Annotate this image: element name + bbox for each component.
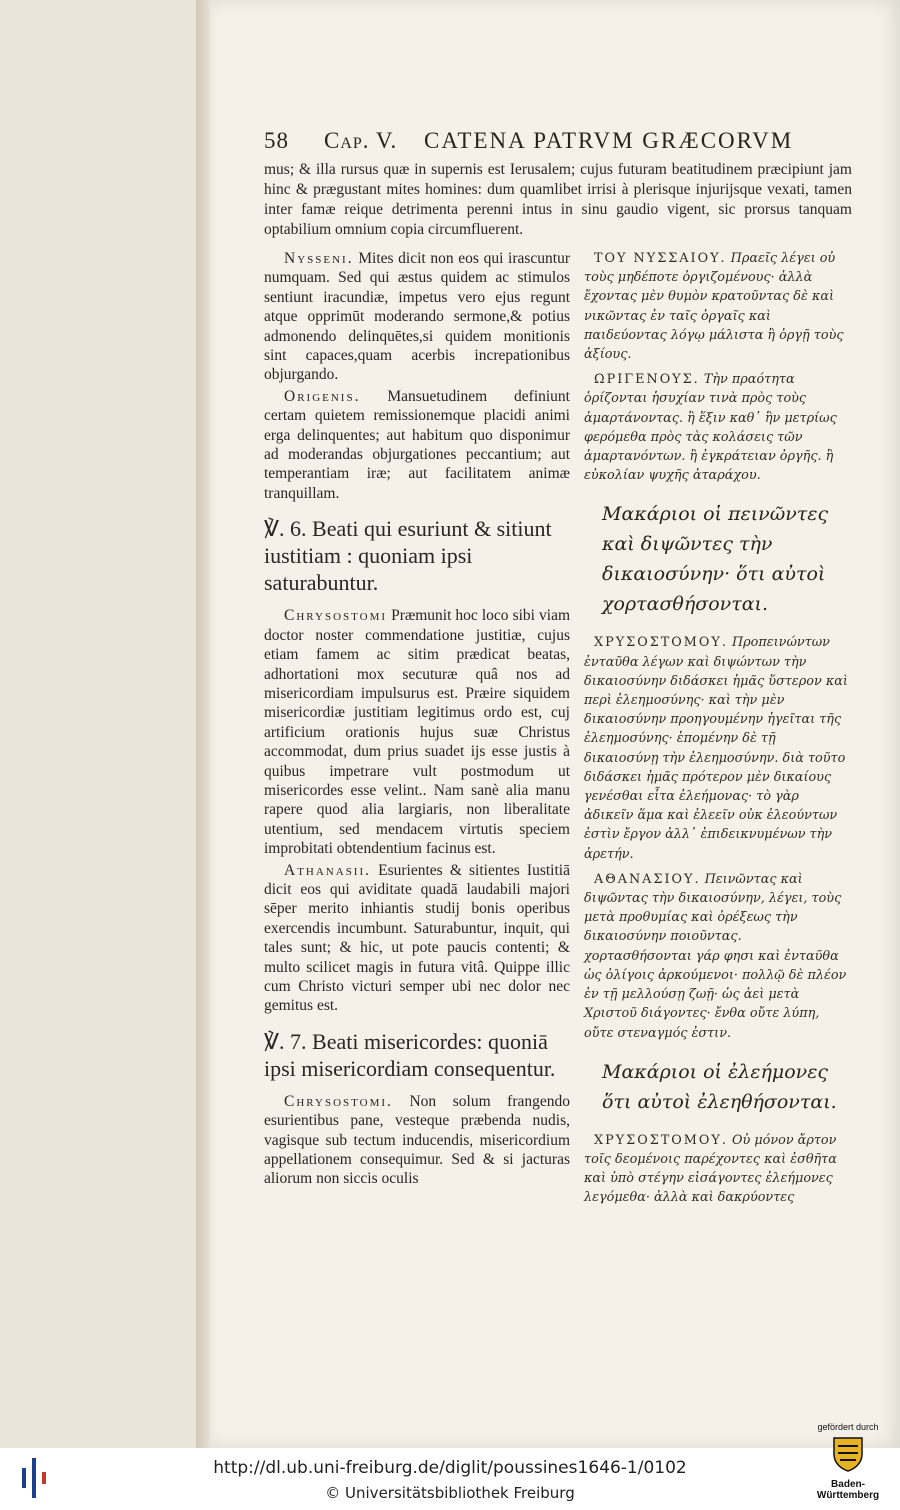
latin-comment-origenis <box>264 387 570 503</box>
author-label: ΤΟΥ ΝΥΣΣΑΙΟΥ. <box>594 251 727 266</box>
sponsor-name: Baden-Württemberg <box>816 1479 880 1501</box>
chapter-label: Cap. V. <box>324 128 398 153</box>
greek-column <box>584 249 852 1214</box>
sponsor-badge <box>800 1420 896 1506</box>
sponsor-caption: gefördert durch <box>817 1422 879 1432</box>
page-title: CATENA PATRVM GRÆCORVM <box>424 128 794 153</box>
state-crest-icon <box>828 1432 868 1472</box>
verse-7-latin: ℣. 7. Beati misericordes: quoniā ipsi misericordiam consequentur. <box>264 1028 556 1081</box>
author-label: Chrysostomi <box>284 607 388 625</box>
author-label: Nysseni. <box>284 250 354 267</box>
greek-comment-nyssaiou <box>584 249 852 364</box>
latin-column <box>264 249 570 1191</box>
comment-text: Τὴν πραότητα ὁρίζονται ἡσυχίαν τινὰ πρὸς τοὺς ἁμαρτάνοντας. ἢ ἕξιν καθ᾽ ἣν μετρίως φερόμεθα πρὸς τὰς κολάσεις τῶν ἁμαρτανόντων. ἢ ἐγκράτειαν ὀργῆς. ἢ εὐκολίαν ψυχῆς ἀταράχου. <box>584 372 837 484</box>
comment-text: Mansuetudinem definiunt certam quietem remissionemque placidi animi erga delinquentes; aut habitum quo disponimur ad moderandas objurgationes peccantium; aut temperantiam iræ; aut facilitatem animæ tranquillam. <box>264 387 570 502</box>
author-label: Chrysostomi. <box>284 1092 393 1110</box>
author-label: ΧΡΥΣΟΣΤΟΜΟΥ. <box>594 1132 728 1148</box>
author-label: ΑΘΑΝΑΣΙΟΥ. <box>594 871 701 887</box>
source-url-link[interactable]: http://dl.ub.uni-freiburg.de/diglit/poussines1646-1/0102 <box>213 1458 687 1478</box>
latin-comment-chrysostomi-2 <box>264 1092 570 1189</box>
verse-6-greek: Μακάριοι οἱ πεινῶντες καὶ διψῶντες τὴν δικαιοσύνην· ὅτι αὐτοὶ χορτασθήσονται. <box>602 503 829 616</box>
intro-paragraph: mus; & illa rursus quæ in supernis est Ierusalem; cujus futuram beatitudinem præcipiunt jam hinc & prægustant mites homines: dum quamlibet irrisi à plerisque injurijsque vexati, tamen inter famæ reique detrimenta perenni intus in sinu gaudio vigent, sic prorsus tanquam optabilium omnium copia circumfluerent. <box>264 161 852 238</box>
greek-comment-athanasiou <box>584 870 852 1043</box>
copyright-text: © Universitätsbibliothek Freiburg <box>325 1484 575 1502</box>
author-label: Athanasii. <box>284 861 372 879</box>
latin-comment-athanasii <box>264 861 570 1016</box>
author-label: ΩΡΙΓΕΝΟΥΣ. <box>594 372 700 388</box>
comment-text: Πεινῶντας καὶ διψῶντας τὴν δικαιοσύνην, λέγει, τοὺς μετὰ προθυμίας καὶ ὀρέξεως τὴν δικαιοσύνην ποιοῦντας. χορτασθήσονται γάρ φησι καὶ ἐνταῦθα ὡς ὀλίγοις ἀρκούμενοι· πολλῷ δὲ πλέον ἐν τῇ μελλούσῃ ζωῇ· ὡς ἀεὶ μετὰ Χριστοῦ διάγοντες· ἔνθα οὔτε λύπη, οὔτε στεναγμός ἐστιν. <box>584 871 847 1041</box>
greek-comment-chrysostomou-2 <box>584 1131 852 1208</box>
verse-7-greek: Μακάριοι οἱ ἐλεήμονες ὅτι αὐτοὶ ἐλεηθήσονται. <box>602 1060 837 1113</box>
page-number: 58 <box>264 128 289 153</box>
author-label: Origenis. <box>284 387 361 405</box>
verse-6-latin: ℣. 6. Beati qui esuriunt & sitiunt iustitiam : quoniam ipsi saturabuntur. <box>264 516 552 596</box>
author-label: ΧΡΥΣΟΣΤΟΜΟΥ. <box>594 635 728 651</box>
comment-text: Οὐ μόνον ἄρτον τοῖς δεομένοις παρέχοντες καὶ ἐσθῆτα καὶ ὑπὸ στέγην εἰσάγοντες ἐλεήμονες λεγόμεθα· ἀλλὰ καὶ δακρύοντες <box>584 1132 837 1206</box>
comment-text: Πραεῖς λέγει οὐ τοὺς μηδέποτε ὀργιζομένους· ἀλλὰ ἔχοντας μὲν θυμὸν κρατοῦντας δὲ καὶ νικῶντας ἐν ταῖς ὀργαῖς καὶ παιδεύοντας λόγῳ μάλιστα ἢ ὀργῇ τοὺς ἀξίους. <box>584 251 844 363</box>
latin-comment-chrysostomi <box>264 606 570 858</box>
greek-comment-origenous <box>584 370 852 485</box>
comment-text: Præmunit hoc loco sibi viam doctor noster commendatione justitiæ, cujus etiam famem ac sitim prædicat beatas, adhortationi mox secuturæ quâ nos ad misericordiam impulsurus est. Præire siquidem misericordiæ justitiam legitimus ordo est, cuj artificium orationis hujus suæ Christus accommodat, dum prius suadet ijs esse justis à quibus impetrare vult postmodum ut misericordes esse velint.. Nam sanè alia manu rapere quod alia largiaris, non liberalitate utentium, sed mendacem virtutis speciem improbitati obtendentium facinus est. <box>264 607 570 858</box>
greek-comment-chrysostomou <box>584 633 852 863</box>
comment-text: Προπεινώντων ἐνταῦθα λέγων καὶ διψώντων τὴν δικαιοσύνην διδάσκει ἡμᾶς ὕστερον καὶ περὶ ἐλεημοσύνης· καὶ τὴν μὲν δικαιοσύνην προηγουμένην ἡγεῖται τῆς ἐλεημοσύνης· ἑπομένην δὲ τῇ δικαιοσύνῃ τὴν ἐλεημοσύνην. διὰ τοῦτο διδάσκει ἡμᾶς πρότερον μὲν δικαίους γενέσθαι εἶτα ἐλεήμονας· τὸ γὰρ ἀδικεῖν ἅμα καὶ ἐλεεῖν οὐκ ἐλεούντων ἐστὶν ἔργον ἀλλ᾽ ἐπιδεικνυμένων τὴν ἀρετήν. <box>584 635 848 862</box>
running-head <box>264 128 854 158</box>
comment-text: Esurientes & sitientes Iustitiā dicit eos qui aviditate quadā laudabili majori sēper merito inhiantis studij bonis operibus exercendis incumbunt. Saturabuntur, inquit, qui tales sunt; & hic, ut pote paucis contenti; & multo scilicet magis in futura vitâ. Quippe illic cum Christo victuri semper ubi nec dolor nec gemitus est. <box>264 861 570 1015</box>
comment-text: Non solum frangendo esurientibus pane, vesteque præbenda nudis, vagisque sub tectum inducendis, misericordium appellationem consequimur. Sed & si jacturas aliorum non siccis oculis <box>264 1092 571 1188</box>
latin-comment-nysseni <box>264 249 570 385</box>
viewer-footer <box>0 1448 900 1510</box>
comment-text: Mites dicit non eos qui irascuntur numquam. Sed qui æstus quidem ac stimulos sentiunt iracundiæ, impetus vero ejus regunt atque opprimūt moderando sermone,& potius admonendo delinquētes,si quidem monitionis sint capaces,quam acerbis increpationibus objurgando. <box>264 250 571 384</box>
